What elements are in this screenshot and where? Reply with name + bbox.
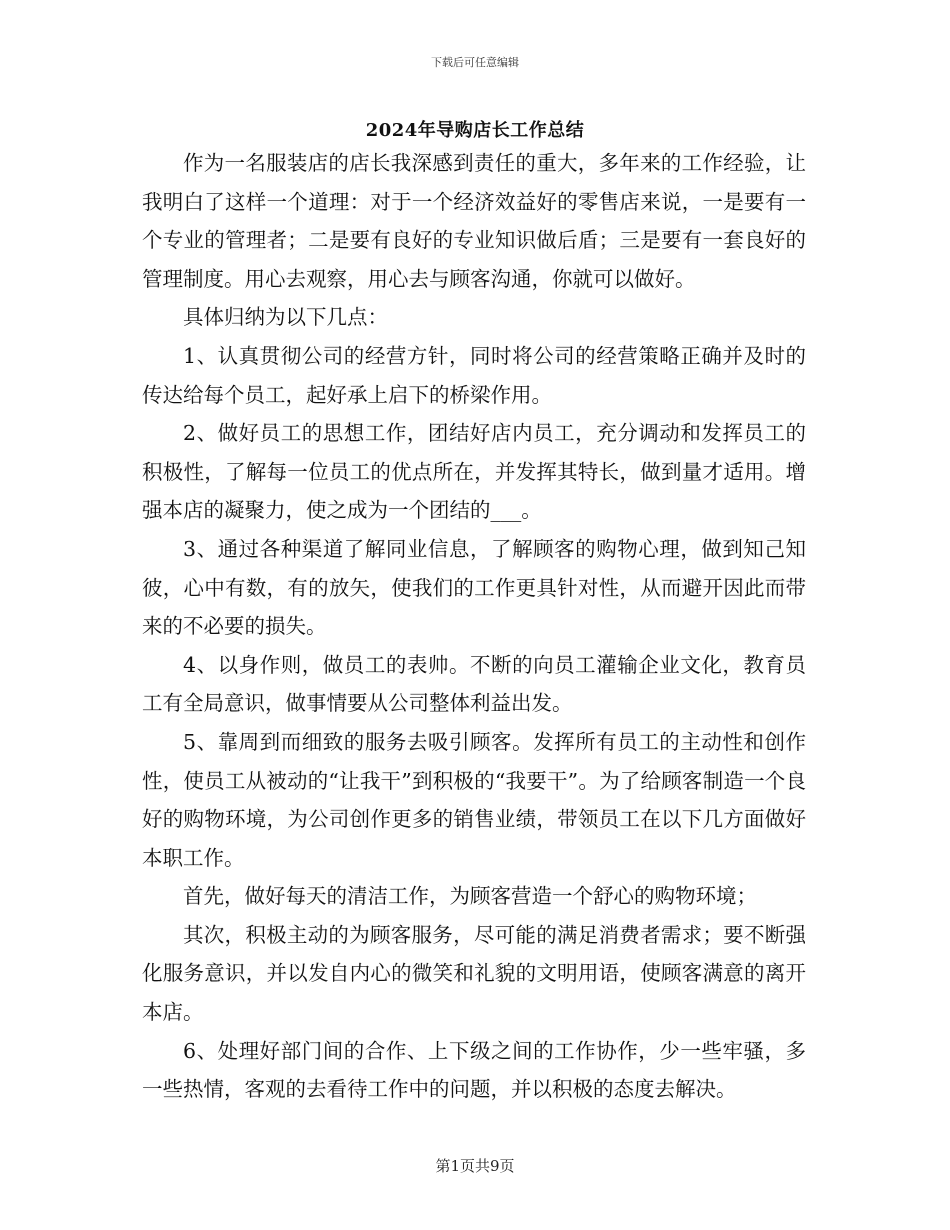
paragraph-intro: 作为一名服装店的店长我深感到责任的重大，多年来的工作经验，让我明白了这样一个道理：对于一个经济效益好的零售店来说，一是要有一个专业的管理者；二是要有良好的专业知识做后盾；三是要有一套良好的管理制度。用心去观察，用心去与顾客沟通，你就可以做好。 bbox=[142, 151, 806, 291]
paragraph-point-2: 2、做好员工的思想工作，团结好店内员工，充分调动和发挥员工的积极性，了解每一位员工的优点所在，并发挥其特长，做到量才适用。增强本店的凝聚力，使之成为一个团结的___。 bbox=[142, 421, 806, 523]
page-footer-number: 第1页共9页 bbox=[435, 1157, 515, 1175]
paragraph-summary-lead: 具体归纳为以下几点： bbox=[183, 305, 388, 330]
paragraph-point-5: 5、靠周到而细致的服务去吸引顾客。发挥所有员工的主动性和创作性，使员工从被动的“让我干”到积极的“我要干”。为了给顾客制造一个良好的购物环境，为公司创作更多的销售业绩，带领员工在以下几方面做好本职工作。 bbox=[142, 729, 806, 870]
page-header-note: 下载后可任意编辑 bbox=[431, 56, 519, 69]
paragraph-point-4: 4、以身作则，做员工的表帅。不断的向员工灌输企业文化，教育员工有全局意识，做事情要从公司整体利益出发。 bbox=[142, 652, 806, 716]
paragraph-point-1: 1、认真贯彻公司的经营方针，同时将公司的经营策略正确并及时的传达给每个员工，起好承上启下的桥梁作用。 bbox=[142, 343, 806, 407]
paragraph-second: 其次，积极主动的为顾客服务，尽可能的满足消费者需求；要不断强化服务意识，并以发自内心的微笑和礼貌的文明用语，使顾客满意的离开本店。 bbox=[142, 922, 806, 1025]
paragraph-point-3: 3、通过各种渠道了解同业信息，了解顾客的购物心理，做到知己知彼，心中有数，有的放矢，使我们的工作更具针对性，从而避开因此而带来的不必要的损失。 bbox=[142, 536, 806, 639]
paragraph-point-6: 6、处理好部门间的合作、上下级之间的工作协作，少一些牢骚，多一些热情，客观的去看待工作中的问题，并以积极的态度去解决。 bbox=[142, 1038, 806, 1102]
paragraph-first: 首先，做好每天的清洁工作，为顾客营造一个舒心的购物环境； bbox=[183, 884, 757, 909]
document-title: 2024年导购店长工作总结 bbox=[365, 120, 585, 141]
document-body bbox=[142, 144, 806, 1109]
